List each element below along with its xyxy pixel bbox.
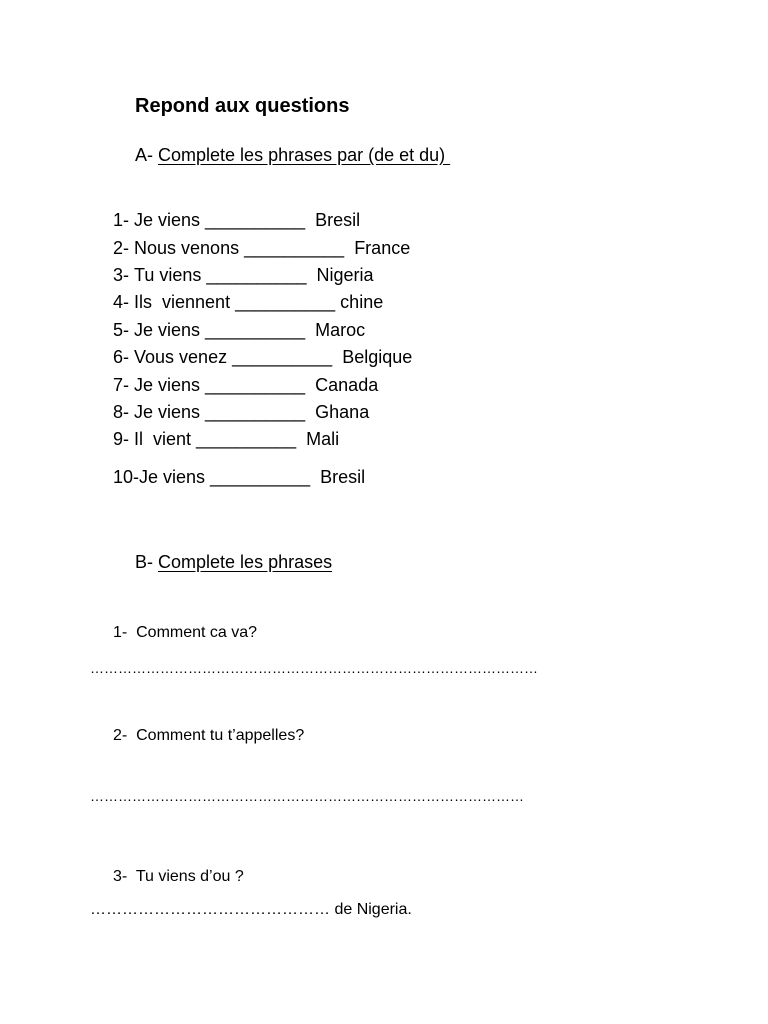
section-b-prefix: B- xyxy=(135,552,159,572)
question-number: 3- xyxy=(113,868,136,885)
section-a-title: Complete les phrases par (de et du) xyxy=(158,145,451,165)
item-text: Je viens __________ Canada xyxy=(134,375,379,395)
item-text: Je viens __________ Bresil xyxy=(139,467,366,487)
item-text: Ils viennent __________ chine xyxy=(134,292,384,312)
item-text: Tu viens __________ Nigeria xyxy=(134,265,374,285)
exercise-a-item xyxy=(113,292,383,313)
section-b-title: Complete les phrases xyxy=(158,552,333,572)
item-number: 2- xyxy=(113,238,135,258)
item-number: 8- xyxy=(113,402,135,422)
question-item xyxy=(113,868,244,886)
item-number: 5- xyxy=(113,320,135,340)
question-text: Comment tu t’appelles? xyxy=(136,727,305,744)
item-text: Nous venons __________ France xyxy=(134,238,411,258)
answer-dotted-line: …………………………………………………………………………………… xyxy=(90,660,538,676)
exercise-a-item xyxy=(113,467,365,488)
exercise-a-item xyxy=(113,265,374,286)
exercise-a-item xyxy=(113,375,378,396)
item-text: Il vient __________ Mali xyxy=(134,429,340,449)
item-number: 10- xyxy=(113,467,140,487)
item-text: Vous venez __________ Belgique xyxy=(134,347,413,367)
item-number: 1- xyxy=(113,210,135,230)
question-number: 2- xyxy=(113,727,137,744)
exercise-a-item xyxy=(113,402,369,423)
item-number: 7- xyxy=(113,375,135,395)
question-item xyxy=(113,624,257,642)
item-number: 4- xyxy=(113,292,135,312)
exercise-a-item xyxy=(113,347,412,368)
exercise-a-item xyxy=(113,210,360,231)
item-number: 6- xyxy=(113,347,135,367)
question-item xyxy=(113,727,304,745)
answer-line-with-text: ……………………………………… de Nigeria. xyxy=(90,901,412,918)
item-number: 9- xyxy=(113,429,135,449)
section-a-heading xyxy=(135,145,450,166)
section-a-prefix: A- xyxy=(135,145,159,165)
item-number: 3- xyxy=(113,265,135,285)
item-text: Je viens __________ Maroc xyxy=(134,320,366,340)
exercise-a-item xyxy=(113,320,365,341)
answer-dotted-line: ………………………………………………………………………………… xyxy=(90,788,524,804)
section-b-heading xyxy=(135,552,332,573)
item-text: Je viens __________ Bresil xyxy=(134,210,361,230)
question-text: Comment ca va? xyxy=(136,624,258,641)
exercise-a-item xyxy=(113,238,410,259)
question-text: Tu viens d’ou ? xyxy=(135,868,244,885)
item-text: Je viens __________ Ghana xyxy=(134,402,370,422)
exercise-a-item xyxy=(113,429,339,450)
page-title: Repond aux questions xyxy=(135,95,350,117)
question-number: 1- xyxy=(113,624,137,641)
